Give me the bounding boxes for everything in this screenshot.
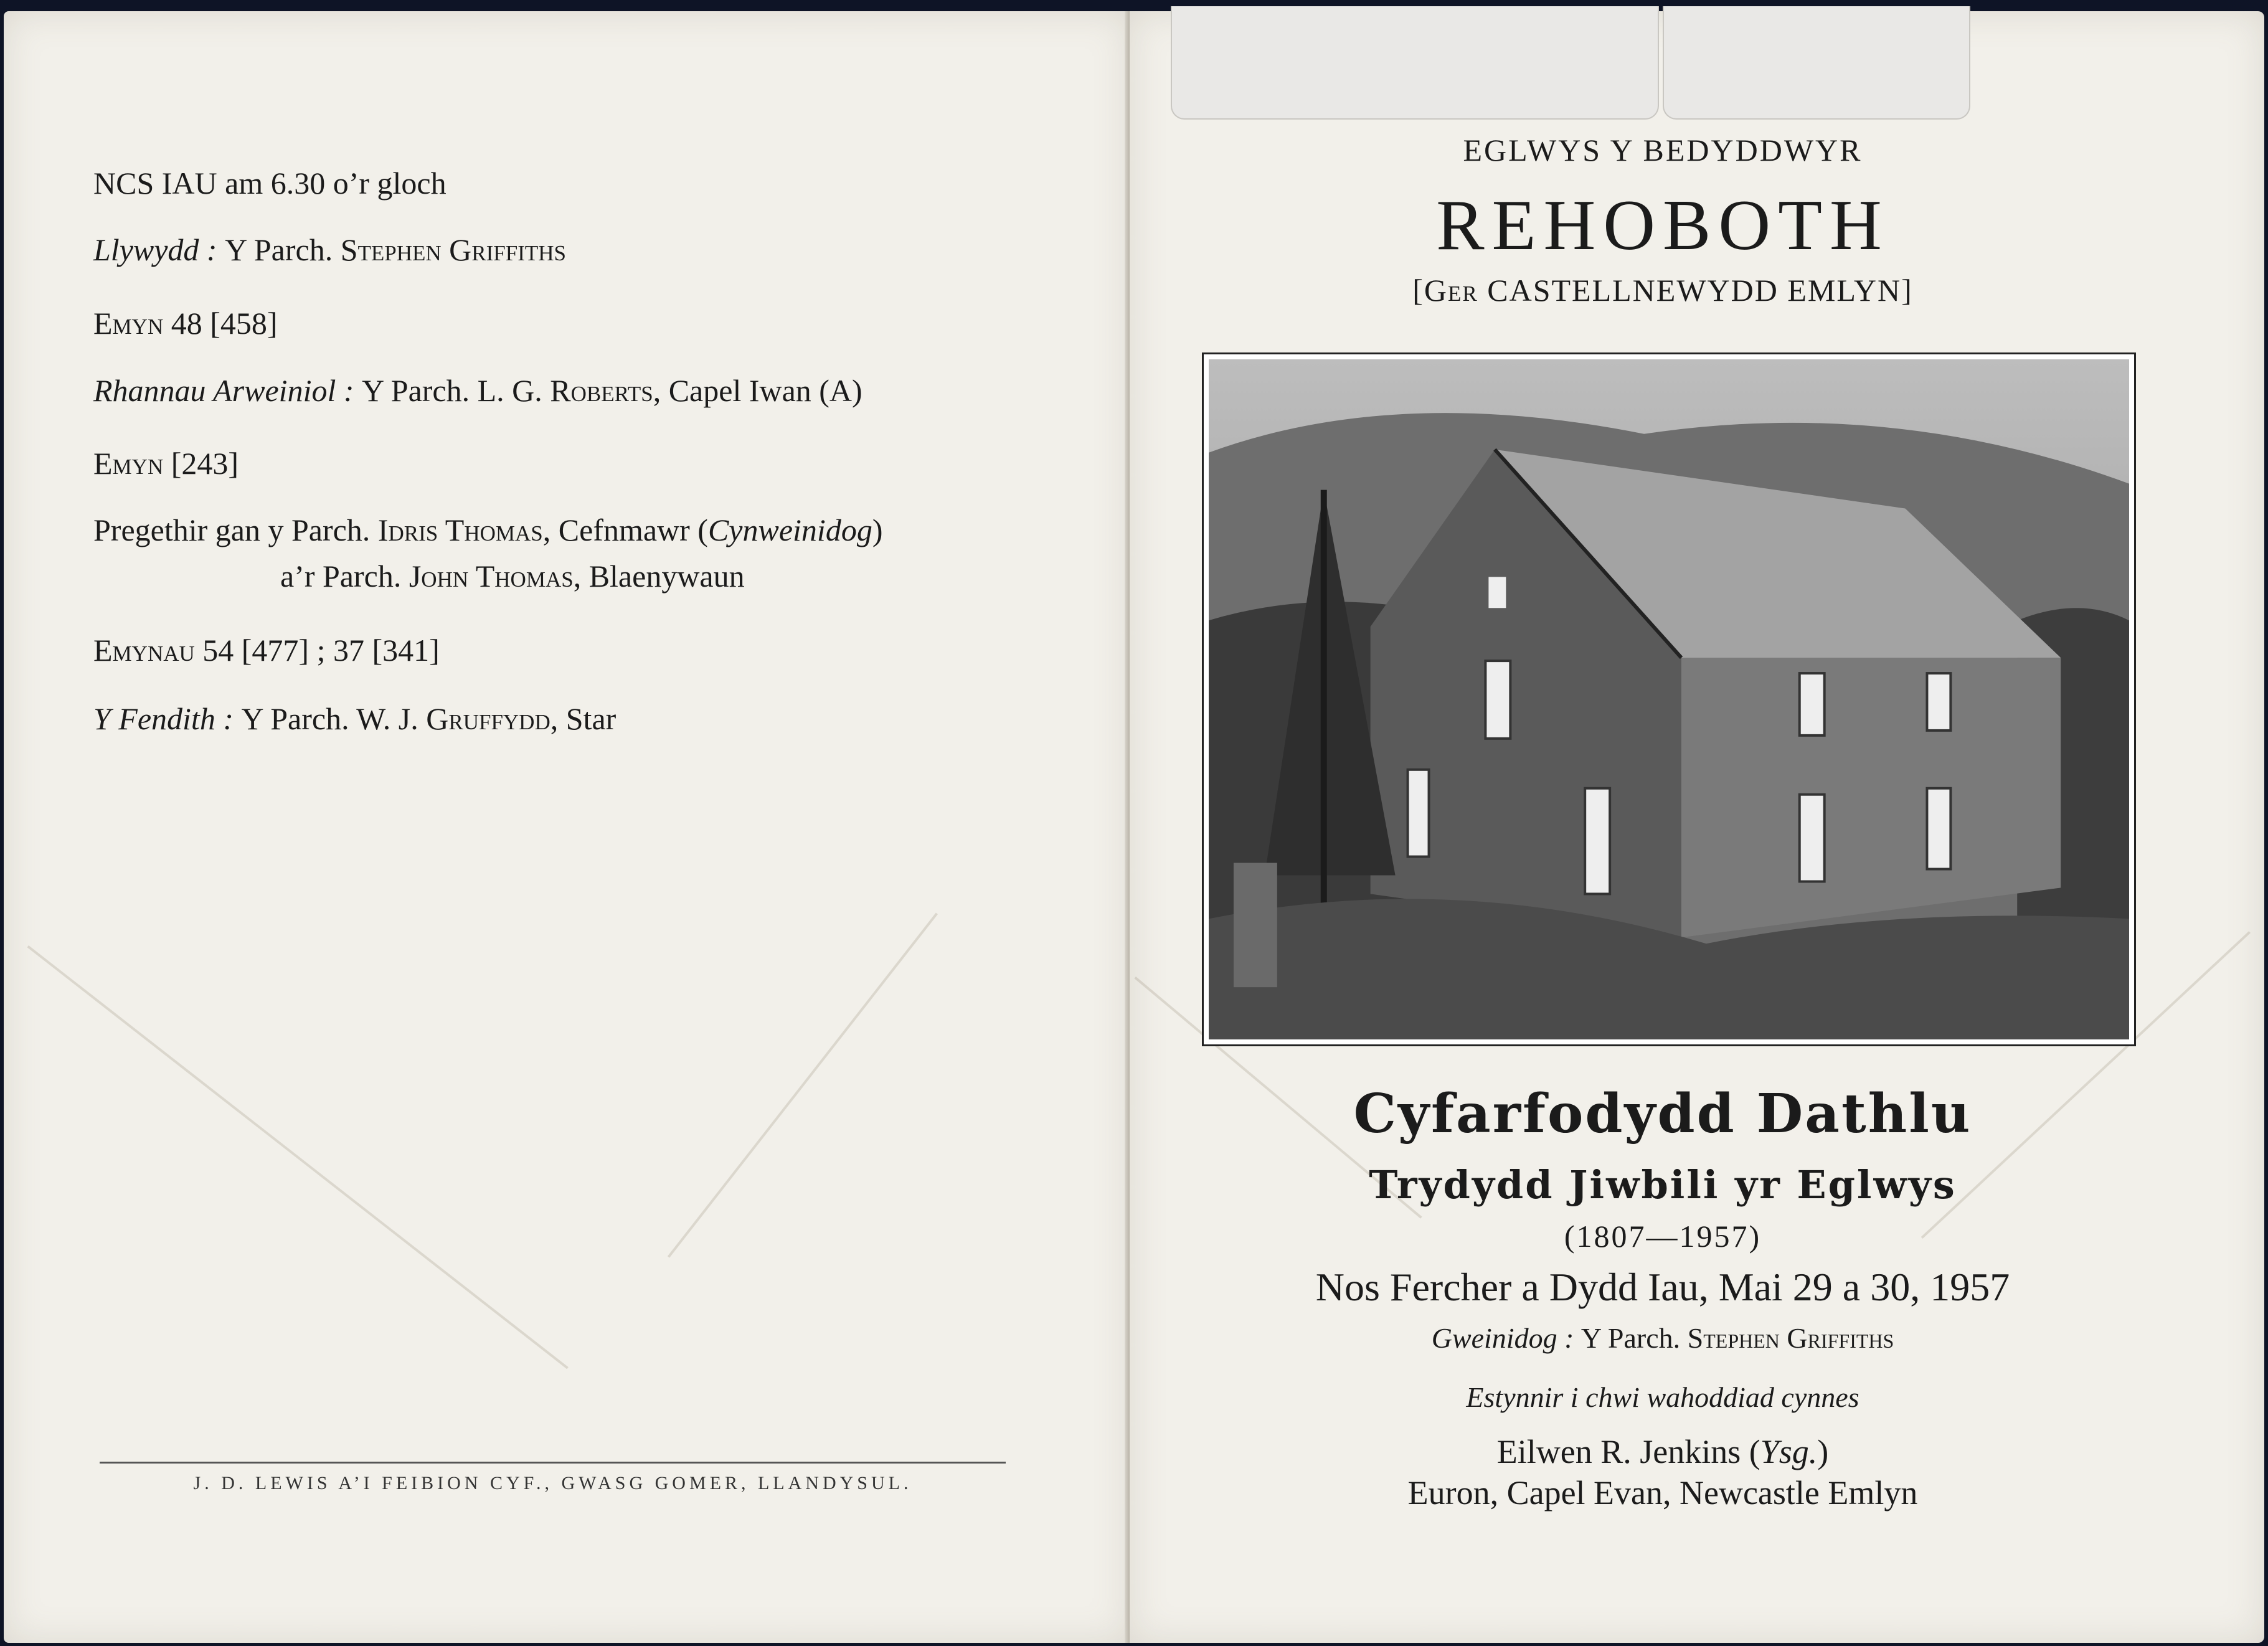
celebration-title: Cyfarfodydd Dathlu xyxy=(1353,1082,1972,1145)
programme-line xyxy=(93,372,862,409)
programme-line-part: Y Parch. L. G. xyxy=(362,373,550,408)
minister-name: Stephen Griffiths xyxy=(1687,1322,1894,1354)
jubilee-years: (1807—1957) xyxy=(1564,1219,1762,1254)
church-type: EGLWYS Y BEDYDDWYR xyxy=(1463,133,1863,168)
programme-line-part: Emynau xyxy=(93,633,195,668)
programme-line-part: John Thomas xyxy=(409,559,574,594)
programme-line-part: Y Fendith : xyxy=(93,701,242,736)
programme-line-part: 48 [458] xyxy=(163,306,278,341)
programme-line-part: ) xyxy=(872,513,883,547)
minister-label: Gweinidog : xyxy=(1431,1322,1581,1354)
programme-line-part: , Blaenywaun xyxy=(573,559,745,594)
programme-line xyxy=(93,305,278,341)
programme-line-part: 54 [477] ; 37 [341] xyxy=(194,633,440,668)
paper-tab-right xyxy=(1663,6,1970,120)
location-name: CASTELLNEWYDD EMLYN] xyxy=(1487,273,1913,308)
programme-line xyxy=(93,701,616,737)
paper-tab-left xyxy=(1171,6,1659,120)
printer-imprint: J. D. LEWIS A’I FEIBION CYF., GWASG GOMER, LLANDYSUL. xyxy=(193,1473,912,1493)
programme-line-part: [243] xyxy=(163,446,239,481)
secretary-close: ) xyxy=(1817,1433,1829,1470)
programme-line-part: Idris Thomas xyxy=(377,513,543,547)
jubilee-subtitle: Trydydd Jiwbili yr Eglwys xyxy=(1369,1162,1957,1208)
programme-line-part: Llywydd : xyxy=(93,232,225,267)
programme-line xyxy=(93,232,566,268)
programme-line-part: Y Parch. xyxy=(225,232,341,267)
printer-divider xyxy=(100,1462,1006,1464)
programme-line xyxy=(93,445,239,481)
invitation-line: Estynnir i chwi wahoddiad cynnes xyxy=(1466,1381,1859,1413)
programme-line-part: NCS IAU am 6.30 o’r gloch xyxy=(93,166,447,201)
minister-prefix: Y Parch. xyxy=(1581,1322,1688,1354)
location-prefix: [Ger xyxy=(1412,273,1478,308)
programme-line-part: Roberts xyxy=(550,373,653,408)
meeting-dates: Nos Fercher a Dydd Iau, Mai 29 a 30, 1957 xyxy=(1315,1265,2010,1309)
programme-line-part: , Cefnmawr ( xyxy=(542,513,708,547)
programme-line-part: Gruffydd xyxy=(426,701,550,736)
programme-line-part: Y Parch. W. J. xyxy=(241,701,427,736)
minister-line xyxy=(1245,1322,2080,1355)
programme-line-part: a’r Parch. xyxy=(280,559,409,594)
secretary-address: Euron, Capel Evan, Newcastle Emlyn xyxy=(1407,1474,1918,1511)
secretary-name: Eilwen R. Jenkins ( xyxy=(1496,1433,1760,1470)
programme-line-part: Emyn xyxy=(93,306,164,341)
programme-line xyxy=(280,558,745,594)
programme-line-part: Stephen Griffiths xyxy=(340,232,566,267)
programme-line xyxy=(93,165,447,201)
secretary-line xyxy=(1245,1432,2080,1471)
programme-line-part: , Star xyxy=(550,701,617,736)
programme-line-part: Emyn xyxy=(93,446,164,481)
secretary-role: Ysg. xyxy=(1760,1433,1818,1470)
programme-line-part: , Capel Iwan (A) xyxy=(653,373,862,408)
programme-line-part: Pregethir gan y Parch. xyxy=(93,513,378,547)
programme-line-part: Cynweinidog xyxy=(707,513,872,547)
programme-line xyxy=(93,632,440,668)
programme-line xyxy=(93,512,882,548)
church-location xyxy=(1245,272,2080,308)
programme-line-part: Rhannau Arweiniol : xyxy=(93,373,362,408)
chapel-photograph xyxy=(1202,352,2136,1046)
church-name: REHOBOTH xyxy=(1436,186,1889,265)
